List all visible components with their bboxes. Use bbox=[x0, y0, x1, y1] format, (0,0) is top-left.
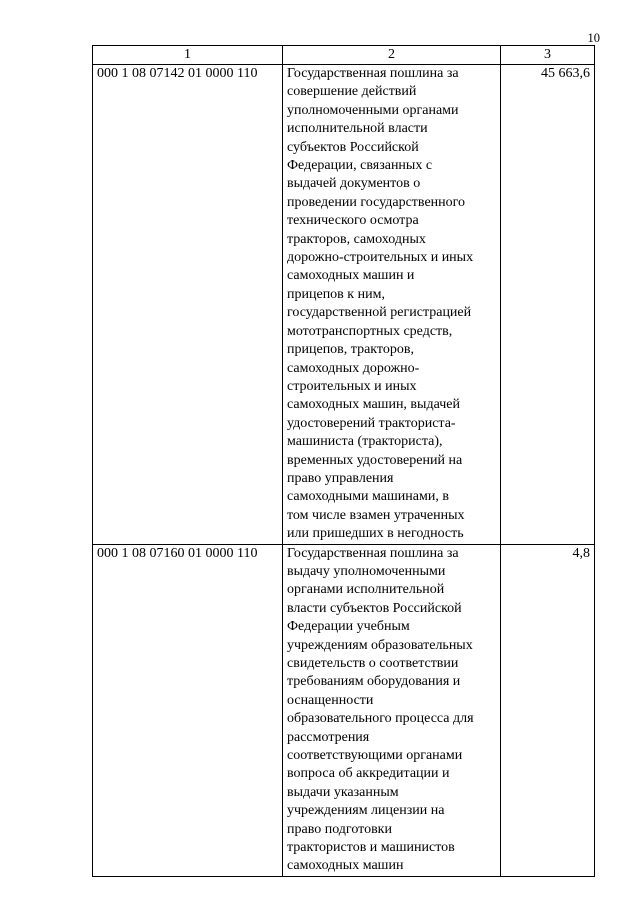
revenue-name-line: самоходных машин, выдачей bbox=[287, 397, 460, 413]
revenue-name-line: строительных и иных bbox=[287, 378, 417, 394]
revenue-name-line: выдачи указанным bbox=[287, 784, 399, 800]
revenue-name-line: выдачу уполномоченными bbox=[287, 563, 446, 579]
revenue-name-line: мототранспортных средств, bbox=[287, 323, 453, 339]
revenue-name-line: вопроса об аккредитации и bbox=[287, 766, 450, 782]
revenue-name-line: самоходных машин bbox=[287, 858, 404, 874]
revenue-name-line: исполнительной власти bbox=[287, 121, 428, 137]
revenue-name-line: Государственная пошлина за bbox=[287, 545, 459, 561]
revenue-name-line: технического осмотра bbox=[287, 213, 419, 229]
revenue-name-line: самоходных машин и bbox=[287, 268, 415, 284]
revenue-name-line: выдачей документов о bbox=[287, 176, 421, 192]
revenue-name-line: машиниста (тракториста), bbox=[287, 434, 443, 450]
revenue-name-line: государственной регистрацией bbox=[287, 305, 472, 321]
revenue-name-cell bbox=[283, 544, 501, 876]
table-row bbox=[93, 544, 595, 876]
table-header-row bbox=[93, 46, 595, 65]
table-row bbox=[93, 65, 595, 545]
column-header-code: 1 bbox=[93, 46, 283, 65]
revenue-name-line: удостоверений тракториста- bbox=[287, 415, 456, 431]
revenue-name-line: трактористов и машинистов bbox=[287, 840, 455, 856]
revenue-name-line: проведении государственного bbox=[287, 194, 466, 210]
page-number: 10 bbox=[587, 31, 600, 45]
column-header-name: 2 bbox=[283, 46, 501, 65]
revenue-name-line: органами исполнительной bbox=[287, 582, 445, 598]
revenue-name-line: требованиям оборудования и bbox=[287, 674, 461, 690]
revenue-name-line: право подготовки bbox=[287, 821, 392, 837]
budget-revenue-table bbox=[92, 45, 595, 877]
revenue-name-line: уполномоченными органами bbox=[287, 102, 459, 118]
revenue-name-line: Федерации, связанных с bbox=[287, 158, 433, 174]
revenue-name-line: том числе взамен утраченных bbox=[287, 507, 465, 523]
revenue-name-line: Федерации учебным bbox=[287, 619, 410, 635]
revenue-name-line: Государственная пошлина за bbox=[287, 66, 459, 81]
revenue-name-line: рассмотрения bbox=[287, 729, 370, 745]
revenue-name-line: прицепов к ним, bbox=[287, 286, 385, 302]
revenue-name-line: власти субъектов Российской bbox=[287, 600, 462, 616]
revenue-name-line: тракторов, самоходных bbox=[287, 231, 426, 247]
revenue-name-line: прицепов, тракторов, bbox=[287, 342, 414, 358]
revenue-name-cell bbox=[283, 65, 501, 545]
revenue-name-line: самоходных дорожно- bbox=[287, 360, 420, 376]
column-header-value: 3 bbox=[501, 46, 595, 65]
revenue-name-line: или пришедших в негодность bbox=[287, 526, 464, 542]
revenue-name-line: свидетельств о соответствии bbox=[287, 656, 459, 671]
revenue-code-cell: 000 1 08 07142 01 0000 110 bbox=[93, 65, 283, 545]
revenue-name-line: оснащенности bbox=[287, 692, 374, 708]
revenue-value-cell: 4,8 bbox=[501, 544, 595, 876]
revenue-name-line: временных удостоверений на bbox=[287, 452, 463, 468]
revenue-name-line: учреждениям образовательных bbox=[287, 637, 473, 653]
revenue-value-cell: 45 663,6 bbox=[501, 65, 595, 545]
revenue-name-line: совершение действий bbox=[287, 84, 417, 100]
revenue-name-line: право управления bbox=[287, 470, 394, 486]
revenue-name-line: субъектов Российской bbox=[287, 139, 419, 155]
revenue-name-line: образовательного процесса для bbox=[287, 711, 474, 727]
revenue-name-line: дорожно-строительных и иных bbox=[287, 250, 474, 266]
revenue-name-line: учреждениям лицензии на bbox=[287, 803, 445, 819]
revenue-code-cell: 000 1 08 07160 01 0000 110 bbox=[93, 544, 283, 876]
revenue-name-line: соответствующими органами bbox=[287, 748, 463, 764]
revenue-name-line: самоходными машинами, в bbox=[287, 489, 449, 505]
